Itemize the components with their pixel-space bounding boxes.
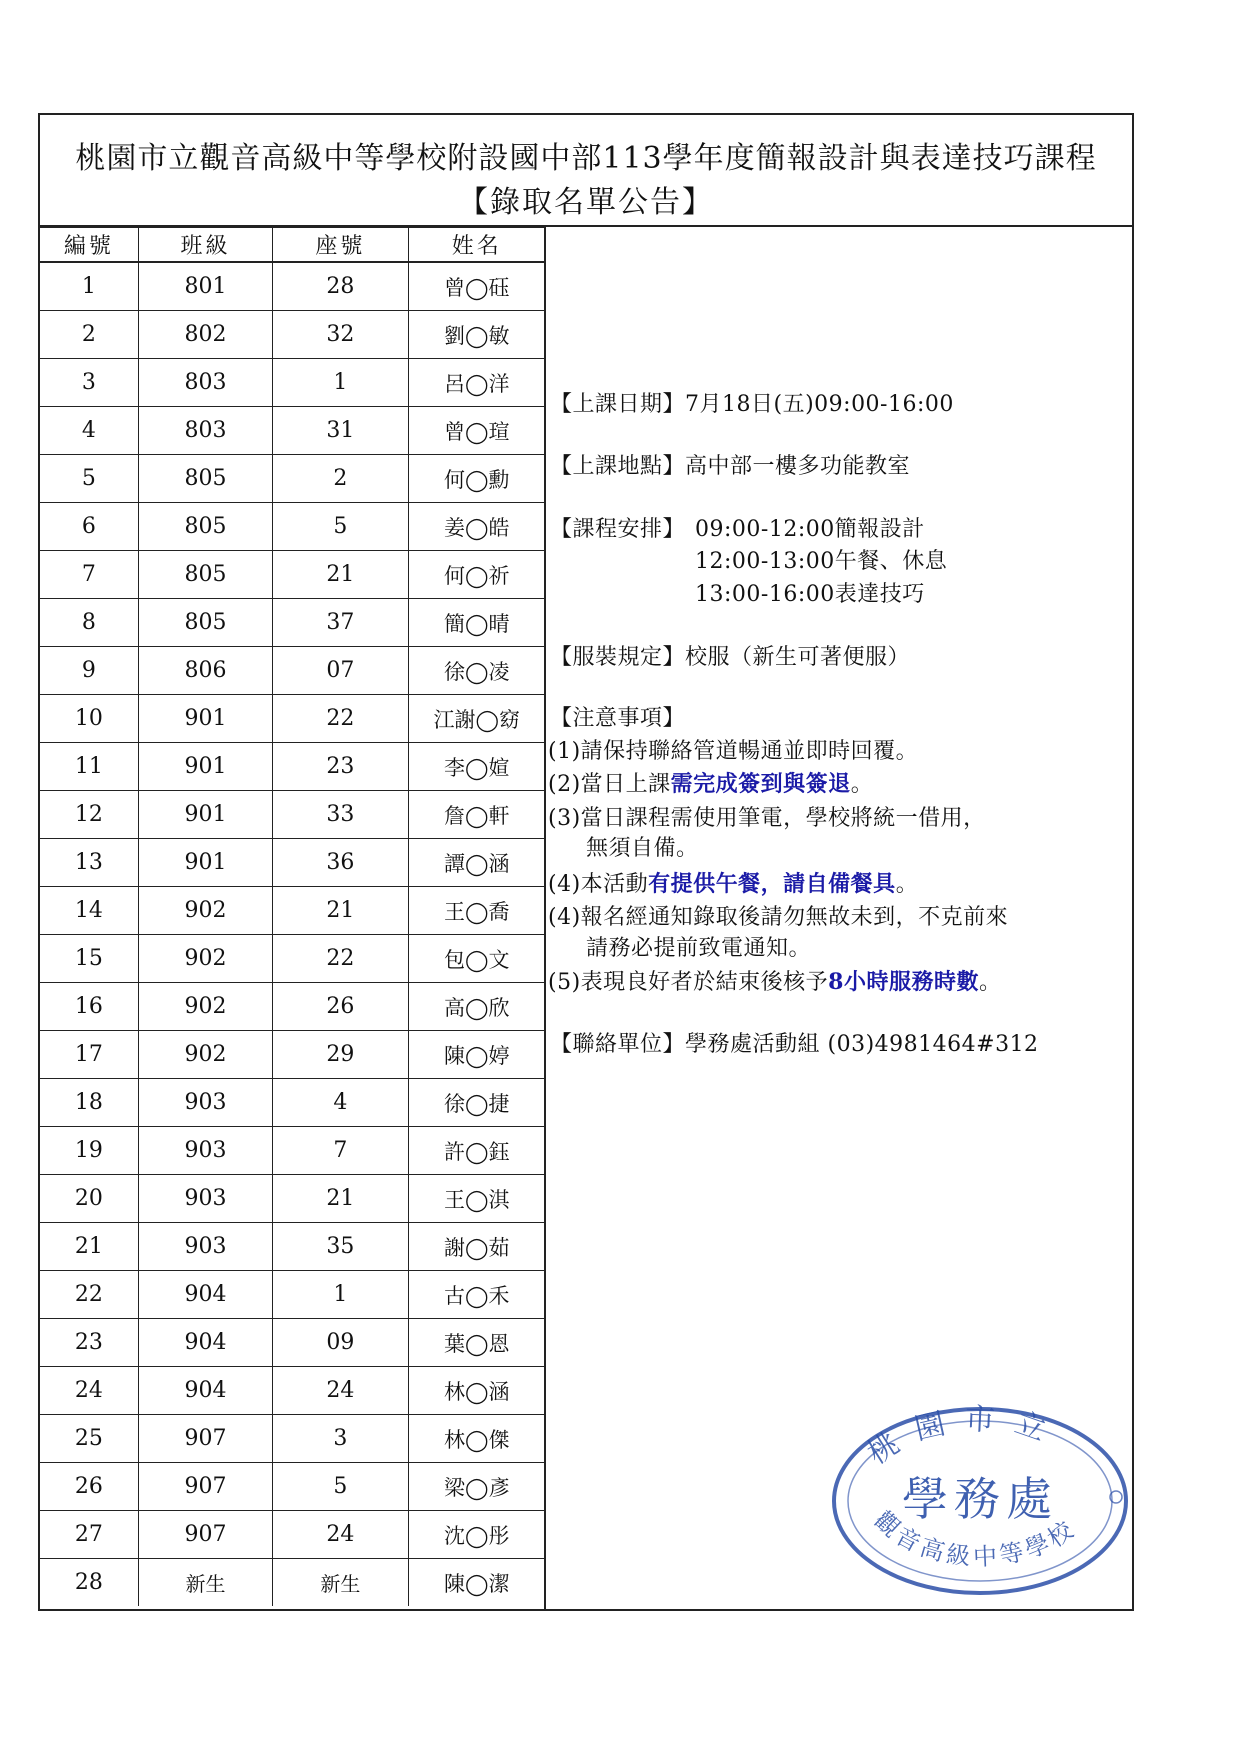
row-class: 805 [138, 503, 272, 551]
table-row [40, 1031, 546, 1079]
row-seat: 26 [273, 983, 408, 1031]
row-student-name: 曾◯瑄 [408, 407, 545, 455]
note-item: (3)當日課程需使用筆電，學校將統一借用， [548, 806, 986, 831]
row-class: 903 [138, 1175, 272, 1223]
row-number: 7 [40, 551, 138, 599]
note-text: (2)當日上課 [548, 772, 671, 797]
office-seal-stamp [820, 1385, 1138, 1595]
row-number: 13 [40, 839, 138, 887]
table-row [40, 1175, 546, 1223]
note-item [548, 867, 918, 898]
row-seat: 23 [273, 743, 408, 791]
note-text: 。 [850, 772, 874, 797]
row-number: 4 [40, 407, 138, 455]
row-number: 23 [40, 1319, 138, 1367]
row-class: 907 [138, 1511, 272, 1559]
note-item [548, 965, 1002, 996]
table-row [40, 1463, 546, 1511]
table-row [40, 503, 546, 551]
table-row [40, 359, 546, 407]
row-student-name: 林◯涵 [408, 1367, 545, 1415]
row-student-name: 簡◯晴 [408, 599, 545, 647]
row-number: 11 [40, 743, 138, 791]
row-student-name: 徐◯捷 [408, 1079, 545, 1127]
table-row [40, 1127, 546, 1175]
row-student-name: 徐◯凌 [408, 647, 545, 695]
row-seat: 21 [273, 887, 408, 935]
row-seat: 21 [273, 1175, 408, 1223]
row-seat: 35 [273, 1223, 408, 1271]
row-student-name: 沈◯彤 [408, 1511, 545, 1559]
note-item-continued: 無須自備。 [586, 836, 699, 861]
row-student-name: 曾◯砡 [408, 262, 545, 311]
row-number: 19 [40, 1127, 138, 1175]
table-row [40, 791, 546, 839]
course-location: 【上課地點】高中部一樓多功能教室 [550, 454, 911, 479]
table-row [40, 1559, 546, 1607]
table-row [40, 311, 546, 359]
table-row [40, 455, 546, 503]
row-student-name: 詹◯軒 [408, 791, 545, 839]
note-item: (1)請保持聯絡管道暢通並即時回覆。 [548, 739, 919, 764]
note-highlight: 有提供午餐，請自備餐具 [648, 871, 896, 897]
row-seat: 新生 [273, 1559, 408, 1607]
row-student-name: 古◯禾 [408, 1271, 545, 1319]
row-number: 25 [40, 1415, 138, 1463]
row-student-name: 李◯媗 [408, 743, 545, 791]
row-student-name: 何◯祈 [408, 551, 545, 599]
table-row [40, 647, 546, 695]
row-number: 14 [40, 887, 138, 935]
row-student-name: 謝◯茹 [408, 1223, 545, 1271]
row-class: 902 [138, 1031, 272, 1079]
note-text: (5)表現良好者於結束後核予 [548, 970, 829, 995]
notes-title: 【注意事項】 [550, 706, 686, 731]
row-number: 17 [40, 1031, 138, 1079]
note-text: (4)本活動 [548, 872, 649, 897]
row-class: 901 [138, 695, 272, 743]
row-seat: 37 [273, 599, 408, 647]
row-seat: 24 [273, 1511, 408, 1559]
row-seat: 7 [273, 1127, 408, 1175]
row-student-name: 江謝◯窈 [408, 695, 545, 743]
row-seat: 31 [273, 407, 408, 455]
row-seat: 2 [273, 455, 408, 503]
table-row [40, 935, 546, 983]
table-row [40, 1367, 546, 1415]
row-seat: 5 [273, 503, 408, 551]
dress-code: 【服裝規定】校服（新生可著便服） [550, 645, 911, 670]
row-class: 903 [138, 1127, 272, 1175]
row-class: 802 [138, 311, 272, 359]
row-seat: 22 [273, 935, 408, 983]
table-row [40, 1079, 546, 1127]
table-row [40, 887, 546, 935]
note-item [548, 767, 873, 798]
note-highlight: 需完成簽到與簽退 [670, 771, 851, 797]
row-class: 901 [138, 791, 272, 839]
row-number: 28 [40, 1559, 138, 1607]
schedule-item: 12:00-13:00午餐、休息 [695, 549, 948, 574]
course-date: 【上課日期】7月18日(五)09:00-16:00 [550, 392, 954, 417]
row-number: 3 [40, 359, 138, 407]
row-class: 907 [138, 1463, 272, 1511]
row-student-name: 高◯欣 [408, 983, 545, 1031]
row-student-name: 劉◯敏 [408, 311, 545, 359]
row-number: 15 [40, 935, 138, 983]
admission-roster-table [40, 227, 546, 1606]
row-number: 12 [40, 791, 138, 839]
table-row [40, 407, 546, 455]
header-class: 班級 [138, 228, 272, 263]
row-class: 新生 [138, 1559, 272, 1607]
row-class: 901 [138, 839, 272, 887]
row-number: 24 [40, 1367, 138, 1415]
row-class: 904 [138, 1367, 272, 1415]
row-class: 904 [138, 1271, 272, 1319]
row-class: 904 [138, 1319, 272, 1367]
row-class: 902 [138, 887, 272, 935]
row-class: 903 [138, 1223, 272, 1271]
seal-bottom-text: 觀音高級中等學校 [868, 1505, 1082, 1572]
row-seat: 07 [273, 647, 408, 695]
row-seat: 4 [273, 1079, 408, 1127]
row-seat: 3 [273, 1415, 408, 1463]
row-student-name: 姜◯皓 [408, 503, 545, 551]
row-student-name: 呂◯洋 [408, 359, 545, 407]
row-class: 805 [138, 455, 272, 503]
row-class: 805 [138, 551, 272, 599]
note-text: 。 [978, 970, 1002, 995]
row-class: 902 [138, 935, 272, 983]
row-number: 26 [40, 1463, 138, 1511]
row-class: 805 [138, 599, 272, 647]
row-class: 803 [138, 359, 272, 407]
announcement-sheet [38, 113, 1134, 1611]
seal-top-text: 桃園市立 [861, 1401, 1068, 1472]
table-row [40, 1511, 546, 1559]
row-class: 902 [138, 983, 272, 1031]
row-student-name: 王◯淇 [408, 1175, 545, 1223]
row-number: 10 [40, 695, 138, 743]
row-seat: 1 [273, 1271, 408, 1319]
row-student-name: 譚◯涵 [408, 839, 545, 887]
row-seat: 29 [273, 1031, 408, 1079]
roster-body [40, 262, 546, 1606]
note-item: (4)報名經通知錄取後請勿無故未到，不克前來 [548, 905, 1009, 930]
table-row [40, 695, 546, 743]
note-item-continued: 請務必提前致電通知。 [586, 936, 812, 961]
row-student-name: 陳◯潔 [408, 1559, 545, 1607]
row-number: 5 [40, 455, 138, 503]
header-seat: 座號 [273, 228, 408, 263]
row-class: 901 [138, 743, 272, 791]
row-seat: 5 [273, 1463, 408, 1511]
row-student-name: 梁◯彥 [408, 1463, 545, 1511]
row-class: 806 [138, 647, 272, 695]
row-seat: 32 [273, 311, 408, 359]
table-row [40, 262, 546, 311]
row-class: 907 [138, 1415, 272, 1463]
note-text: 。 [895, 872, 919, 897]
row-number: 16 [40, 983, 138, 1031]
page-title: 桃園市立觀音高級中等學校附設國中部113學年度簡報設計與表達技巧課程 [75, 141, 1097, 176]
row-seat: 09 [273, 1319, 408, 1367]
row-seat: 36 [273, 839, 408, 887]
schedule-item: 09:00-12:00簡報設計 [695, 517, 925, 542]
row-student-name: 何◯勳 [408, 455, 545, 503]
table-row [40, 1271, 546, 1319]
contact-info: 【聯絡單位】學務處活動組 (03)4981464#312 [550, 1032, 1039, 1057]
row-number: 1 [40, 262, 138, 311]
row-seat: 21 [273, 551, 408, 599]
schedule-item: 13:00-16:00表達技巧 [695, 582, 925, 607]
row-number: 20 [40, 1175, 138, 1223]
header-number: 編號 [40, 228, 138, 263]
row-number: 21 [40, 1223, 138, 1271]
table-row [40, 743, 546, 791]
table-row [40, 983, 546, 1031]
schedule-label: 【課程安排】 [550, 517, 686, 542]
row-class: 803 [138, 407, 272, 455]
row-class: 801 [138, 262, 272, 311]
row-student-name: 包◯文 [408, 935, 545, 983]
row-student-name: 陳◯婷 [408, 1031, 545, 1079]
row-number: 2 [40, 311, 138, 359]
row-number: 27 [40, 1511, 138, 1559]
row-number: 22 [40, 1271, 138, 1319]
page-subtitle: 【錄取名單公告】 [458, 185, 714, 220]
table-row [40, 599, 546, 647]
row-student-name: 許◯鈺 [408, 1127, 545, 1175]
row-number: 8 [40, 599, 138, 647]
row-number: 6 [40, 503, 138, 551]
row-class: 903 [138, 1079, 272, 1127]
column-divider [544, 227, 546, 1611]
header-name: 姓名 [408, 228, 545, 263]
table-row [40, 551, 546, 599]
row-student-name: 葉◯恩 [408, 1319, 545, 1367]
table-header-row [40, 228, 546, 263]
row-number: 18 [40, 1079, 138, 1127]
note-highlight: 8小時服務時數 [828, 969, 979, 995]
row-number: 9 [40, 647, 138, 695]
table-row [40, 1319, 546, 1367]
seal-center-text: 學務處 [902, 1472, 1058, 1526]
table-row [40, 1223, 546, 1271]
row-student-name: 王◯喬 [408, 887, 545, 935]
title-box [40, 115, 1132, 227]
row-seat: 28 [273, 262, 408, 311]
row-seat: 33 [273, 791, 408, 839]
table-row [40, 839, 546, 887]
row-seat: 1 [273, 359, 408, 407]
table-row [40, 1415, 546, 1463]
row-seat: 22 [273, 695, 408, 743]
row-seat: 24 [273, 1367, 408, 1415]
row-student-name: 林◯傑 [408, 1415, 545, 1463]
